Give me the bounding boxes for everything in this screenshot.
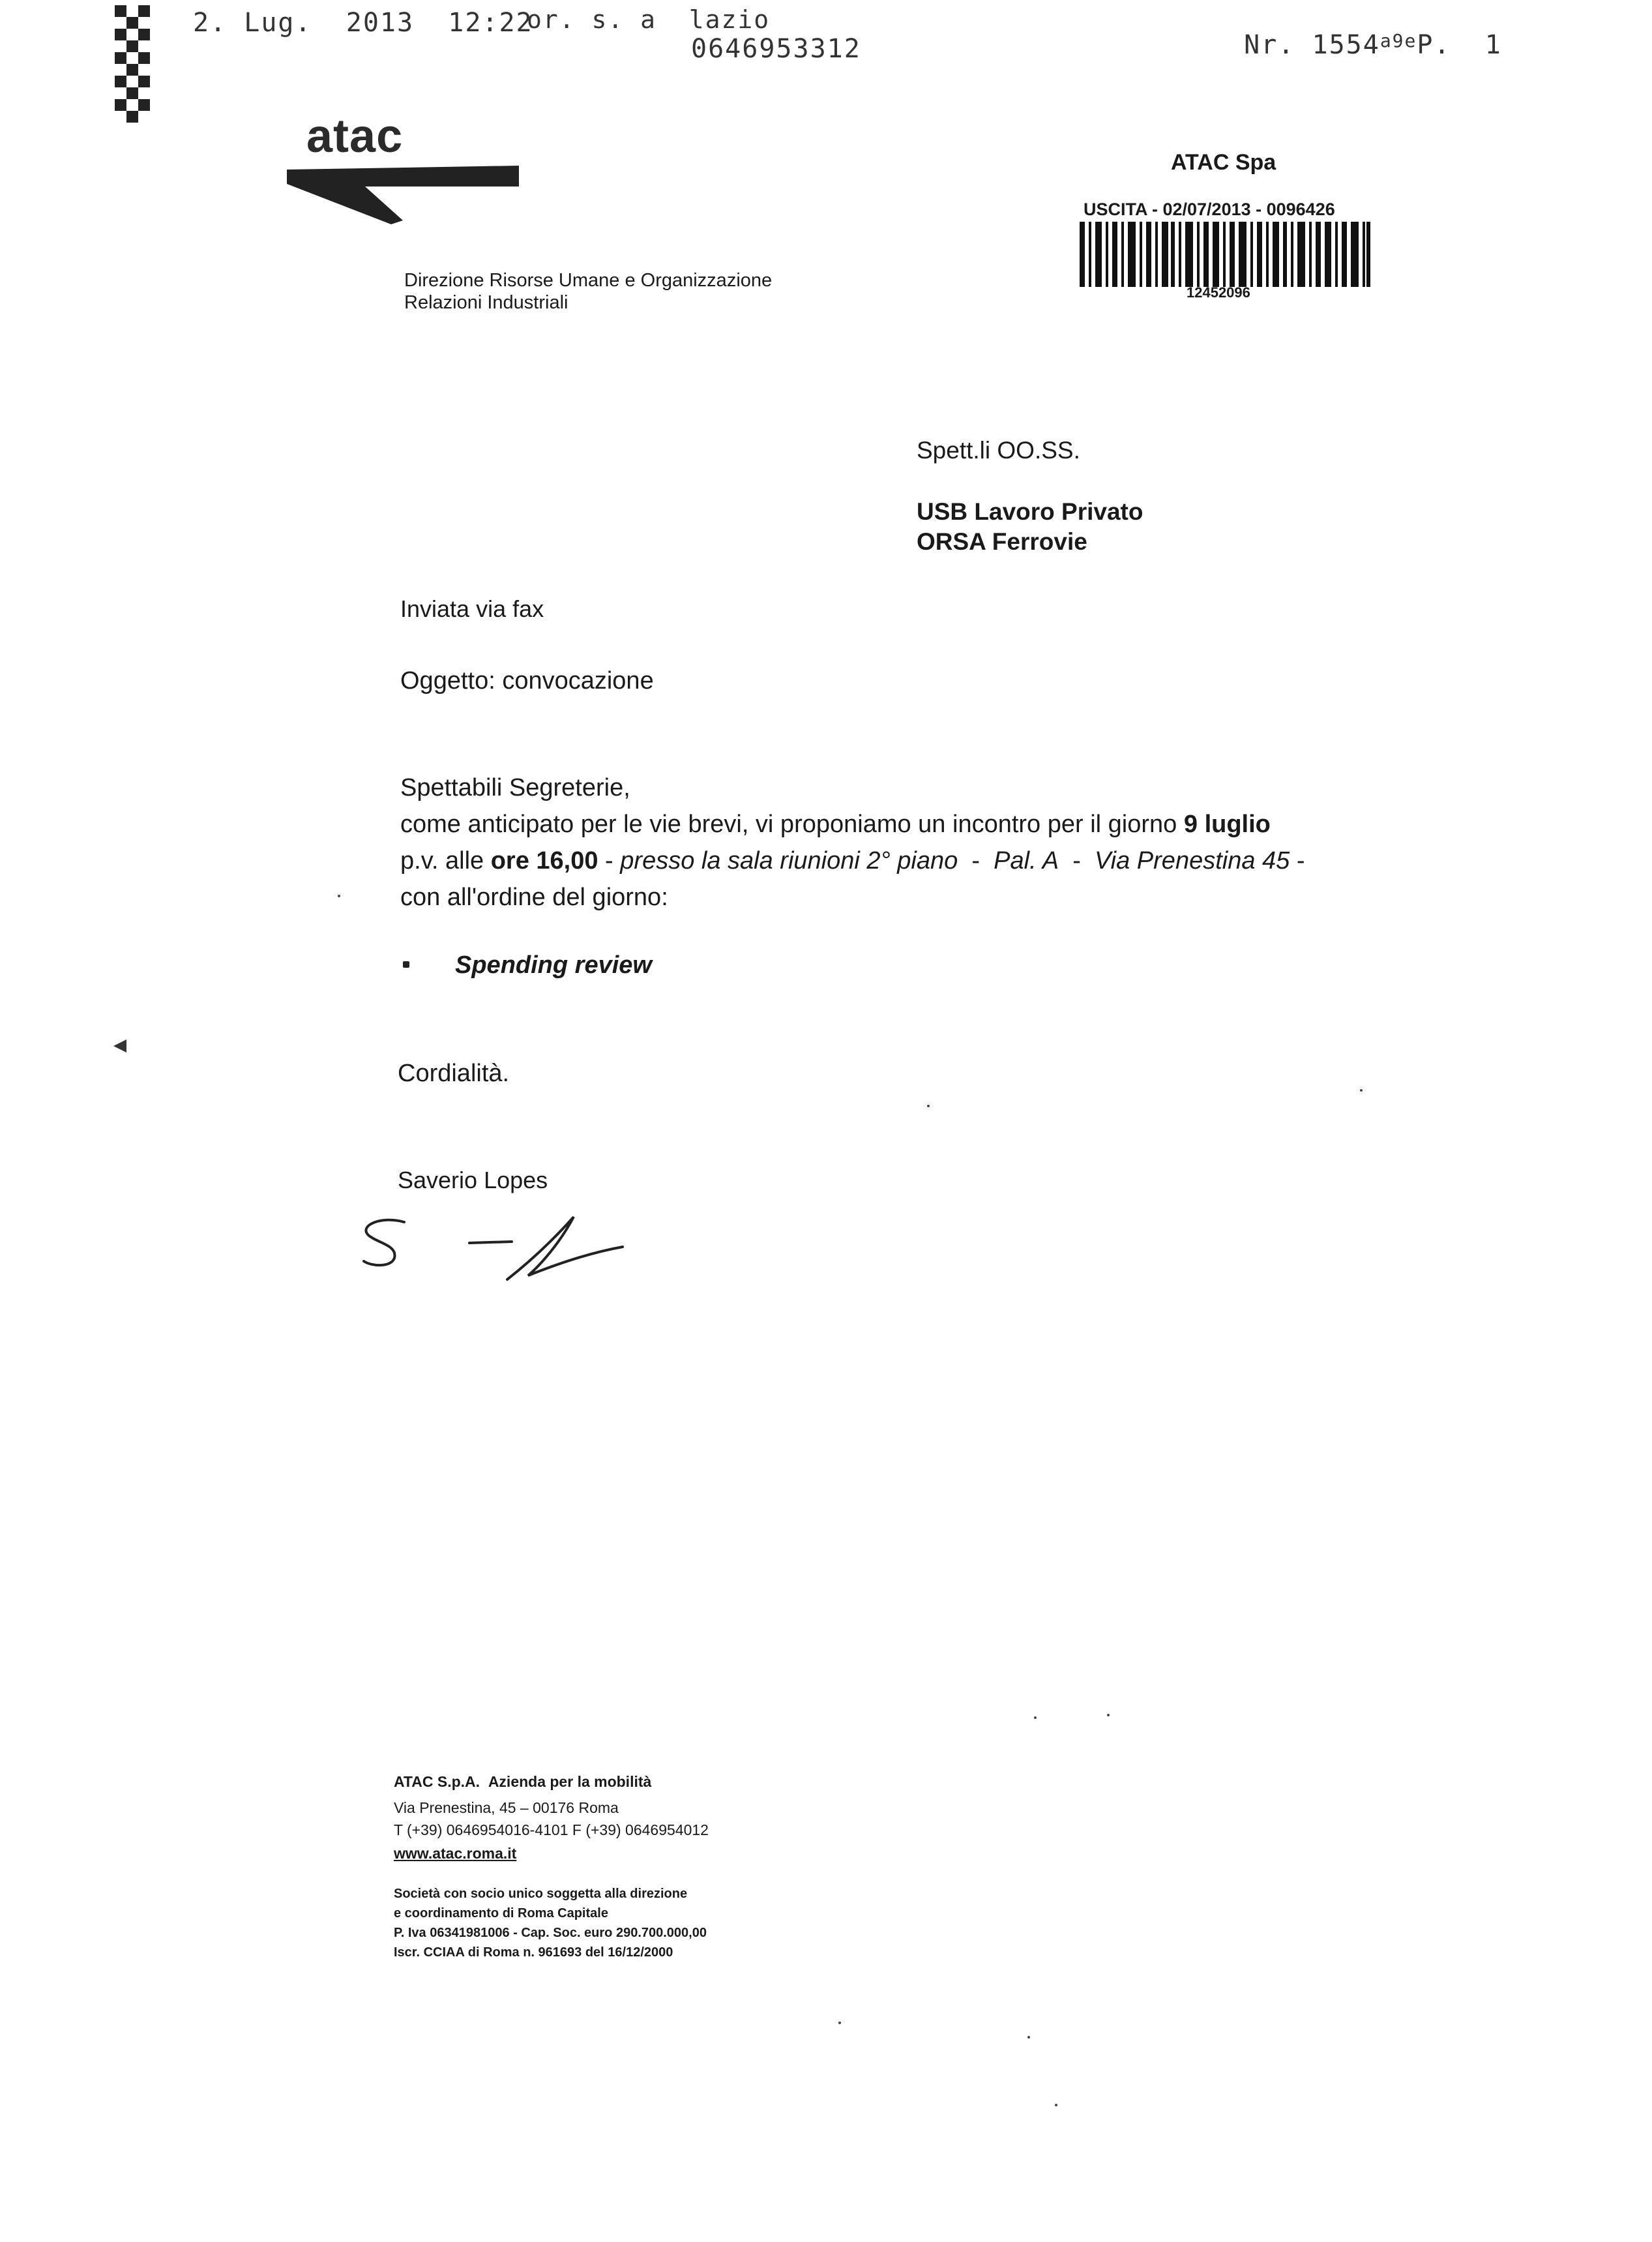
agenda-item: Spending review xyxy=(455,951,652,979)
separator: - xyxy=(598,847,621,874)
fax-page-label: Nr. 1554 xyxy=(1244,30,1380,60)
fax-page-suffix: P. 1 xyxy=(1417,30,1502,60)
footer-website-link[interactable]: www.atac.roma.it xyxy=(394,1845,517,1862)
footer-legal1: Società con socio unico soggetta alla direzione xyxy=(394,1887,688,1901)
separator: - xyxy=(958,847,994,874)
handwritten-signature xyxy=(346,1189,632,1287)
bullet-icon xyxy=(403,961,409,968)
scan-speck xyxy=(1027,2036,1030,2039)
fax-page-number xyxy=(1210,0,1502,60)
department-line2: Relazioni Industriali xyxy=(404,292,568,313)
footer-company xyxy=(394,1771,651,1793)
meeting-time: ore 16,00 xyxy=(490,847,598,874)
footer-company-desc: Azienda per la mobilità xyxy=(488,1773,652,1790)
signatory-name: Saverio Lopes xyxy=(398,1167,548,1193)
meeting-address: Via Prenestina 45 xyxy=(1095,847,1290,874)
meeting-date: 9 luglio xyxy=(1183,811,1271,838)
scan-speck xyxy=(838,2022,841,2024)
footer-company-name: ATAC S.p.A. xyxy=(394,1773,480,1790)
fax-page-overprint: a9e xyxy=(1379,30,1417,52)
paragraph-line2 xyxy=(400,844,1305,878)
closing: Cordialità. xyxy=(398,1060,510,1087)
recipient-line1: USB Lavoro Privato xyxy=(917,498,1143,525)
subject: Oggetto: convocazione xyxy=(400,667,654,695)
atac-logo-text: atac xyxy=(306,110,404,162)
recipient-salutation: Spett.li OO.SS. xyxy=(917,437,1080,464)
fax-phone: 0646953312 xyxy=(691,34,861,64)
protocol-stamp: USCITA - 02/07/2013 - 0096426 xyxy=(1084,200,1335,219)
footer-legal2: e coordinamento di Roma Capitale xyxy=(394,1906,608,1921)
barcode-number: 12452096 xyxy=(1187,284,1250,301)
footer-legal3: P. Iva 06341981006 - Cap. Soc. euro 290.700.000,00 xyxy=(394,1926,707,1940)
department-line1: Direzione Risorse Umane e Organizzazione xyxy=(404,270,773,291)
paragraph-line1-text: come anticipato per le vie brevi, vi proponiamo un incontro per il giorno xyxy=(400,811,1184,838)
scan-speck xyxy=(927,1105,930,1107)
footer-address: Via Prenestina, 45 – 00176 Roma xyxy=(394,1799,619,1816)
scan-speck xyxy=(1055,2104,1057,2106)
scan-speck xyxy=(1034,1716,1037,1719)
paragraph-line1 xyxy=(400,807,1271,841)
separator: - xyxy=(1290,847,1305,874)
scan-speck xyxy=(1107,1714,1110,1716)
margin-arrow-icon xyxy=(112,1038,128,1054)
recipient-line2: ORSA Ferrovie xyxy=(917,528,1087,555)
paragraph-line3: con all'ordine del giorno: xyxy=(400,884,668,911)
paragraph-line2-text: p.v. alle xyxy=(400,847,491,874)
meeting-room: presso la sala riunioni 2° piano xyxy=(620,847,958,874)
protocol-barcode xyxy=(1080,222,1370,287)
footer-legal4: Iscr. CCIAA di Roma n. 961693 del 16/12/2000 xyxy=(394,1945,673,1960)
meeting-building: Pal. A xyxy=(994,847,1059,874)
protocol-company: ATAC Spa xyxy=(1171,150,1276,175)
sent-via: Inviata via fax xyxy=(400,595,544,622)
fax-datetime: 2. Lug. 2013 12:22 xyxy=(193,8,533,38)
fax-checker-pattern xyxy=(115,5,150,126)
scan-speck xyxy=(338,895,340,897)
scan-speck xyxy=(1360,1089,1363,1092)
fax-sender: or. s. a lazio xyxy=(527,5,771,34)
greeting: Spettabili Segreterie, xyxy=(400,774,630,801)
footer-phones: T (+39) 0646954016-4101 F (+39) 0646954012 xyxy=(394,1821,709,1838)
separator: - xyxy=(1059,847,1095,874)
atac-logo-arrow xyxy=(287,160,519,226)
